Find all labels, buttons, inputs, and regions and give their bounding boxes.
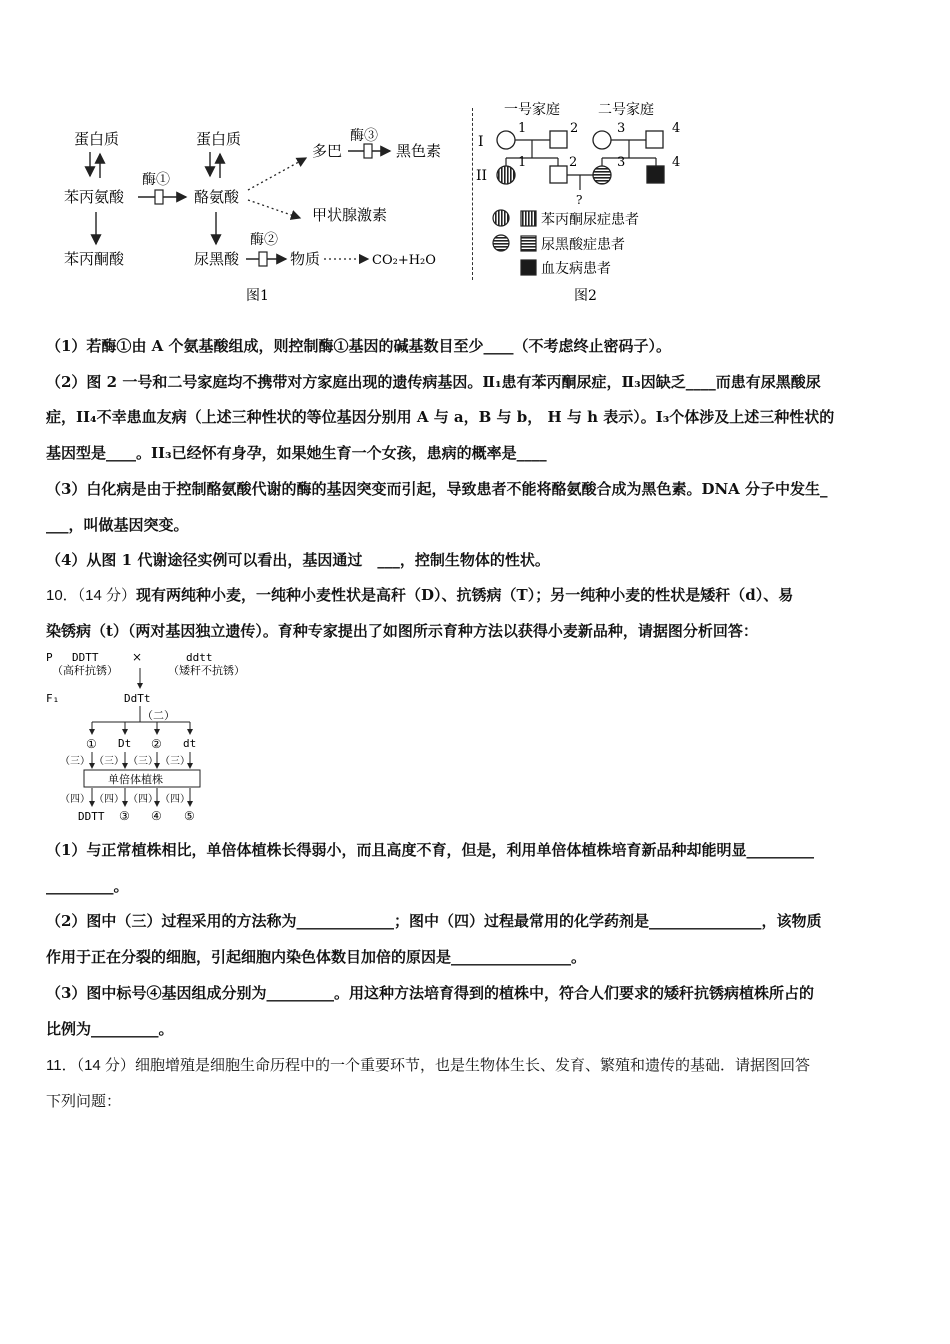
q9-part3-line2: ___，叫做基因突变。 [46,516,189,534]
II1-number: 1 [518,155,527,170]
legend-alk-female-icon [493,235,509,251]
II2-number: 2 [569,155,578,170]
generation-1-label: I [478,134,484,150]
q10-part3-line2: 比例为_________。 [46,1020,174,1038]
gamete3: ② [151,737,162,751]
dopa-label: 多巴 [312,142,343,160]
q9-part2-line3: 基因型是____。II₃已经怀有身孕，如果她生育一个女孩，患病的概率是____ [46,444,547,462]
parent2-genotype: ddtt [186,651,213,664]
substance-label: 物质 [290,250,321,268]
enzyme3-label: 酶③ [350,128,378,144]
I4-number: 4 [672,121,681,136]
phenylalanine-label: 苯丙氨酸 [64,188,125,206]
tyr-to-dopa-arrow [248,158,306,190]
result3: ④ [151,809,162,823]
q10-number: 10．（14 分） [46,587,137,604]
parent1-phenotype: （高秆抗锈） [52,664,118,677]
legend-pku-male-icon [521,211,536,226]
II1-female-pku [497,166,515,184]
result4: ⑤ [184,809,195,823]
q11-stem-text1: 细胞增殖是细胞生命历程中的一个重要环节，也是生物体生长、发育、繁殖和遗传的基础．请据图回答 [134,1056,810,1074]
I4-male [646,131,663,148]
legend-hemo-male-icon [521,260,536,275]
step3-label-3: （三） [128,756,158,767]
legend-pku-label: 苯丙酮尿症患者 [541,212,639,228]
tyr-to-thyroxine-arrow [248,200,300,218]
q9-part1: （1）若酶①由 A 个氨基酸组成，则控制酶①基因的碱基数目至少____（不考虑终止密码子）。 [46,337,672,355]
melanin-label: 黑色素 [396,142,442,160]
step3-label-2: （三） [94,756,124,767]
tyrosine-label: 酪氨酸 [194,188,240,206]
protein-mid-label: 蛋白质 [196,130,242,148]
q11-stem-line2: 下列问题： [46,1092,122,1110]
homogentisic-label: 尿黑酸 [194,250,240,268]
step3-label-1: （三） [60,756,90,767]
figure-2-pedigree [474,96,694,306]
II4-male-hemophilia [647,166,664,183]
q9-part2-line2: 症，II₄不幸患血友病（上述三种性状的等位基因分别用 A 与 a，B 与 b， H 与 h 表示）。I₃个体涉及上述三种性状的 [46,408,835,426]
f1-label: F₁ [46,692,60,705]
step4-label-2: （四） [94,794,124,805]
q10-stem-text1: 现有两纯种小麦，一纯种小麦性状是高秆（D）、抗锈病（T）；另一纯种小麦的性状是矮秆（d）、易 [136,586,794,604]
result2: ③ [119,809,130,823]
p-label: P [46,651,53,664]
phenylpyruvic-label: 苯丙酮酸 [64,250,125,268]
I3-number: 3 [617,121,626,136]
q11-stem-line1 [46,1055,908,1076]
q10-part3-line1: （3）图中标号④基因组成分别为_________。用这种方法培育得到的植株中，符合人们要求的矮秆抗锈病植株所占的 [46,984,814,1002]
parent2-phenotype: （矮秆不抗锈） [168,664,245,677]
I3-female [593,131,611,149]
enzyme1-block-icon [155,190,163,204]
step2-label: （二） [142,709,175,722]
generation-2-label: II [476,168,488,184]
II3-female-alkaptonuria [593,166,611,184]
family1-label: 一号家庭 [504,102,560,118]
gamete4: dt [183,737,197,750]
gamete2: Dt [118,737,132,750]
q10-part1-line2: _________。 [46,877,129,895]
figure1-caption: 图1 [246,288,269,304]
I2-male [550,131,567,148]
enzyme1-label: 酶① [142,172,170,188]
cross-symbol: × [132,650,143,664]
parent1-genotype: DDTT [72,651,99,664]
legend-alk-label: 尿黑酸症患者 [541,237,625,253]
legend-hemo-label: 血友病患者 [541,261,611,277]
q9-part2-line1: （2）图 2 一号和二号家庭均不携带对方家庭出现的遗传病基因。Ⅱ₁患有苯丙酮尿症，Ⅱ₃因缺乏____而患有尿黑酸尿 [46,373,821,391]
I2-number: 2 [570,121,579,136]
q10-part2-line2: 作用于正在分裂的细胞，引起细胞内染色体数目加倍的原因是________________。 [46,948,587,966]
thyroxine-label: 甲状腺激素 [312,206,388,224]
gamete1: ① [86,737,97,751]
q9-part3-line1: （3）白化病是由于控制酪氨酸代谢的酶的基因突变而引起，导致患者不能将酪氨酸合成为黑色素。DNA 分子中发生_ [46,480,828,498]
result1: DDTT [78,810,105,823]
q11-number: 11．（14 分） [46,1057,135,1074]
f1-genotype: DdTt [124,692,151,705]
II2-male [550,166,567,183]
co2-h2o-label: CO₂+H₂O [372,253,436,268]
I1-female [497,131,515,149]
legend-pku-female-icon [493,210,509,226]
step4-label-1: （四） [60,794,90,805]
family2-label: 二号家庭 [598,102,654,118]
enzyme3-block-icon [364,144,372,158]
step4-label-4: （四） [160,794,190,805]
figure2-caption: 图2 [574,288,597,304]
legend-alk-male-icon [521,236,536,251]
step4-label-3: （四） [128,794,158,805]
step3-label-4: （三） [160,756,190,767]
breeding-diagram [44,648,284,824]
II3-number: 3 [617,155,626,170]
q10-stem-line1 [46,585,908,606]
enzyme2-label: 酶② [250,232,278,248]
q10-part1-line1: （1）与正常植株相比，单倍体植株长得弱小，而且高度不育，但是，利用单倍体植株培育新品种却能明显_________ [46,841,814,859]
figure-separator [472,108,473,280]
protein-left-label: 蛋白质 [74,130,120,148]
figure-1-metabolic-pathway [60,118,460,308]
enzyme2-block-icon [259,252,267,266]
q9-part4: （4）从图 1 代谢途径实例可以看出，基因通过 ___，控制生物体的性状。 [46,551,550,569]
q10-part2-line1: （2）图中（三）过程采用的方法称为_____________；图中（四）过程最常用的化学药剂是_______________，该物质 [46,912,822,930]
unborn-child-question: ? [576,193,583,207]
I1-number: 1 [518,121,527,136]
II4-number: 4 [672,155,681,170]
haploid-label: 单倍体植株 [108,773,163,786]
q10-stem-line2: 染锈病（t）（两对基因独立遗传）。育种专家提出了如图所示育种方法以获得小麦新品种，请据图分析回答： [46,622,758,640]
